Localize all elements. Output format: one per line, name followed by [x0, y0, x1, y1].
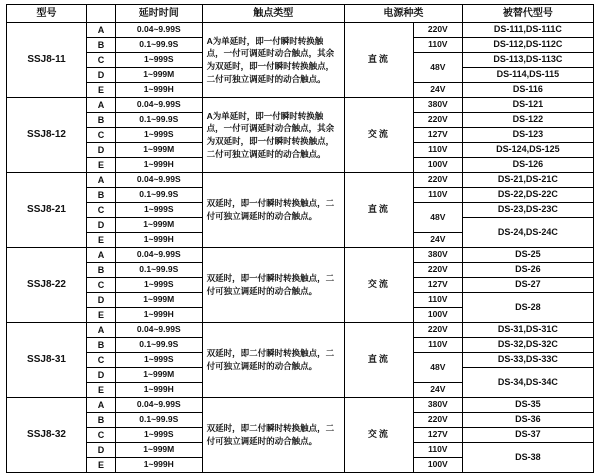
- cell-model: SSJ8-12: [7, 98, 87, 173]
- cell-delay-time: 1~999H: [115, 83, 202, 98]
- table-row: [7, 98, 594, 113]
- cell-delay-time: 0.04~9.99S: [115, 23, 202, 38]
- cell-letter: D: [87, 368, 116, 383]
- cell-letter: C: [87, 353, 116, 368]
- cell-letter: B: [87, 413, 116, 428]
- cell-replacement-model: DS-126: [462, 158, 593, 173]
- cell-supply-voltage: 110V: [413, 38, 462, 53]
- cell-contact-type: 双延时，即二付瞬时转换触点，二付可独立调延时的动合触点。: [202, 398, 344, 473]
- cell-letter: E: [87, 308, 116, 323]
- header-replacement-model: 被替代型号: [462, 5, 593, 23]
- cell-replacement-model: DS-114,DS-115: [462, 68, 593, 83]
- cell-delay-time: 1~999M: [115, 368, 202, 383]
- cell-power-type: 交流: [344, 248, 413, 323]
- cell-letter: B: [87, 263, 116, 278]
- cell-supply-voltage: 48V: [413, 353, 462, 383]
- cell-supply-voltage: 100V: [413, 308, 462, 323]
- cell-supply-voltage: 110V: [413, 443, 462, 458]
- cell-letter: D: [87, 293, 116, 308]
- cell-delay-time: 1~999H: [115, 458, 202, 473]
- cell-model: SSJ8-11: [7, 23, 87, 98]
- cell-supply-voltage: 24V: [413, 233, 462, 248]
- cell-model: SSJ8-22: [7, 248, 87, 323]
- cell-contact-type: 双延时，即一付瞬时转换触点，二付可独立调延时的动合触点。: [202, 248, 344, 323]
- cell-delay-time: 1~999H: [115, 158, 202, 173]
- cell-replacement-model: DS-124,DS-125: [462, 143, 593, 158]
- cell-delay-time: 1~999S: [115, 353, 202, 368]
- cell-letter: D: [87, 68, 116, 83]
- cell-letter: D: [87, 143, 116, 158]
- cell-delay-time: 0.04~9.99S: [115, 398, 202, 413]
- cell-delay-time: 1~999M: [115, 293, 202, 308]
- cell-letter: E: [87, 158, 116, 173]
- header-model: 型号: [7, 5, 87, 23]
- cell-delay-time: 1~999M: [115, 68, 202, 83]
- cell-delay-time: 0.1~99.9S: [115, 38, 202, 53]
- cell-supply-voltage: 48V: [413, 53, 462, 83]
- cell-replacement-model: DS-26: [462, 263, 593, 278]
- cell-delay-time: 0.1~99.9S: [115, 338, 202, 353]
- cell-delay-time: 0.04~9.99S: [115, 323, 202, 338]
- table-row: [7, 323, 594, 338]
- cell-delay-time: 1~999M: [115, 218, 202, 233]
- cell-delay-time: 1~999M: [115, 443, 202, 458]
- cell-letter: A: [87, 323, 116, 338]
- cell-letter: B: [87, 338, 116, 353]
- cell-letter: E: [87, 458, 116, 473]
- cell-delay-time: 1~999H: [115, 383, 202, 398]
- cell-supply-voltage: 100V: [413, 458, 462, 473]
- table-row: [7, 248, 594, 263]
- cell-supply-voltage: 220V: [413, 173, 462, 188]
- cell-replacement-model: DS-38: [462, 443, 593, 473]
- product-spec-table: [6, 4, 594, 473]
- cell-delay-time: 0.04~9.99S: [115, 173, 202, 188]
- cell-letter: A: [87, 398, 116, 413]
- cell-supply-voltage: 127V: [413, 278, 462, 293]
- cell-power-type: 直流: [344, 173, 413, 248]
- cell-letter: C: [87, 278, 116, 293]
- cell-replacement-model: DS-28: [462, 293, 593, 323]
- cell-delay-time: 1~999M: [115, 143, 202, 158]
- cell-delay-time: 0.1~99.9S: [115, 188, 202, 203]
- cell-supply-voltage: 220V: [413, 23, 462, 38]
- cell-delay-time: 1~999S: [115, 203, 202, 218]
- cell-letter: B: [87, 188, 116, 203]
- cell-replacement-model: DS-24,DS-24C: [462, 218, 593, 248]
- cell-power-type: 直流: [344, 23, 413, 98]
- cell-model: SSJ8-31: [7, 323, 87, 398]
- cell-replacement-model: DS-31,DS-31C: [462, 323, 593, 338]
- cell-supply-voltage: 380V: [413, 398, 462, 413]
- cell-supply-voltage: 100V: [413, 158, 462, 173]
- cell-contact-type: 双延时，即一付瞬时转换触点，二付可独立调延时的动合触点。: [202, 173, 344, 248]
- cell-delay-time: 1~999H: [115, 233, 202, 248]
- cell-contact-type: A为单延时，即一付瞬时转换触点，一付可调延时动合触点，其余为双延时，即一付瞬时转换触点，二付可独立调延时的动合触点。: [202, 23, 344, 98]
- cell-supply-voltage: 380V: [413, 98, 462, 113]
- cell-letter: D: [87, 218, 116, 233]
- cell-supply-voltage: 220V: [413, 323, 462, 338]
- header-delay-time: 延时时间: [115, 5, 202, 23]
- cell-supply-voltage: 220V: [413, 113, 462, 128]
- cell-supply-voltage: 380V: [413, 248, 462, 263]
- cell-letter: C: [87, 203, 116, 218]
- cell-contact-type: A为单延时，即一付瞬时转换触点，一付可调延时动合触点，其余为双延时，即一付瞬时转换触点，二付可独立调延时的动合触点。: [202, 98, 344, 173]
- cell-letter: B: [87, 38, 116, 53]
- cell-delay-time: 1~999S: [115, 278, 202, 293]
- cell-letter: A: [87, 98, 116, 113]
- cell-supply-voltage: 127V: [413, 128, 462, 143]
- cell-supply-voltage: 110V: [413, 338, 462, 353]
- cell-contact-type: 双延时，即二付瞬时转换触点，二付可独立调延时的动合触点。: [202, 323, 344, 398]
- cell-supply-voltage: 48V: [413, 203, 462, 233]
- cell-replacement-model: DS-25: [462, 248, 593, 263]
- header-blank: [87, 5, 116, 23]
- cell-supply-voltage: 110V: [413, 188, 462, 203]
- cell-delay-time: 0.1~99.9S: [115, 263, 202, 278]
- cell-letter: B: [87, 113, 116, 128]
- cell-delay-time: 0.04~9.99S: [115, 98, 202, 113]
- cell-model: SSJ8-32: [7, 398, 87, 473]
- cell-delay-time: 1~999S: [115, 128, 202, 143]
- header-power-type: 电源种类: [344, 5, 462, 23]
- cell-replacement-model: DS-112,DS-112C: [462, 38, 593, 53]
- cell-supply-voltage: 24V: [413, 383, 462, 398]
- cell-replacement-model: DS-123: [462, 128, 593, 143]
- cell-supply-voltage: 110V: [413, 143, 462, 158]
- cell-replacement-model: DS-36: [462, 413, 593, 428]
- cell-delay-time: 1~999S: [115, 428, 202, 443]
- cell-supply-voltage: 24V: [413, 83, 462, 98]
- cell-letter: A: [87, 173, 116, 188]
- cell-replacement-model: DS-34,DS-34C: [462, 368, 593, 398]
- cell-power-type: 交流: [344, 98, 413, 173]
- cell-replacement-model: DS-21,DS-21C: [462, 173, 593, 188]
- cell-letter: C: [87, 128, 116, 143]
- cell-letter: D: [87, 443, 116, 458]
- header-contact-type: 触点类型: [202, 5, 344, 23]
- cell-supply-voltage: 127V: [413, 428, 462, 443]
- cell-supply-voltage: 110V: [413, 293, 462, 308]
- cell-delay-time: 0.1~99.9S: [115, 413, 202, 428]
- cell-delay-time: 1~999H: [115, 308, 202, 323]
- cell-power-type: 直流: [344, 323, 413, 398]
- cell-replacement-model: DS-116: [462, 83, 593, 98]
- cell-delay-time: 1~999S: [115, 53, 202, 68]
- cell-letter: E: [87, 233, 116, 248]
- cell-model: SSJ8-21: [7, 173, 87, 248]
- cell-letter: E: [87, 383, 116, 398]
- cell-replacement-model: DS-37: [462, 428, 593, 443]
- cell-replacement-model: DS-113,DS-113C: [462, 53, 593, 68]
- table-header-row: [7, 5, 594, 23]
- cell-letter: A: [87, 248, 116, 263]
- cell-replacement-model: DS-27: [462, 278, 593, 293]
- cell-replacement-model: DS-23,DS-23C: [462, 203, 593, 218]
- cell-delay-time: 0.1~99.9S: [115, 113, 202, 128]
- cell-supply-voltage: 220V: [413, 263, 462, 278]
- cell-power-type: 交流: [344, 398, 413, 473]
- cell-letter: E: [87, 83, 116, 98]
- cell-replacement-model: DS-22,DS-22C: [462, 188, 593, 203]
- cell-supply-voltage: 220V: [413, 413, 462, 428]
- cell-letter: C: [87, 53, 116, 68]
- cell-replacement-model: DS-111,DS-111C: [462, 23, 593, 38]
- cell-letter: C: [87, 428, 116, 443]
- cell-delay-time: 0.04~9.99S: [115, 248, 202, 263]
- table-body: [7, 23, 594, 473]
- cell-replacement-model: DS-122: [462, 113, 593, 128]
- cell-letter: A: [87, 23, 116, 38]
- table-row: [7, 173, 594, 188]
- cell-replacement-model: DS-35: [462, 398, 593, 413]
- table-row: [7, 23, 594, 38]
- cell-replacement-model: DS-121: [462, 98, 593, 113]
- cell-replacement-model: DS-33,DS-33C: [462, 353, 593, 368]
- cell-replacement-model: DS-32,DS-32C: [462, 338, 593, 353]
